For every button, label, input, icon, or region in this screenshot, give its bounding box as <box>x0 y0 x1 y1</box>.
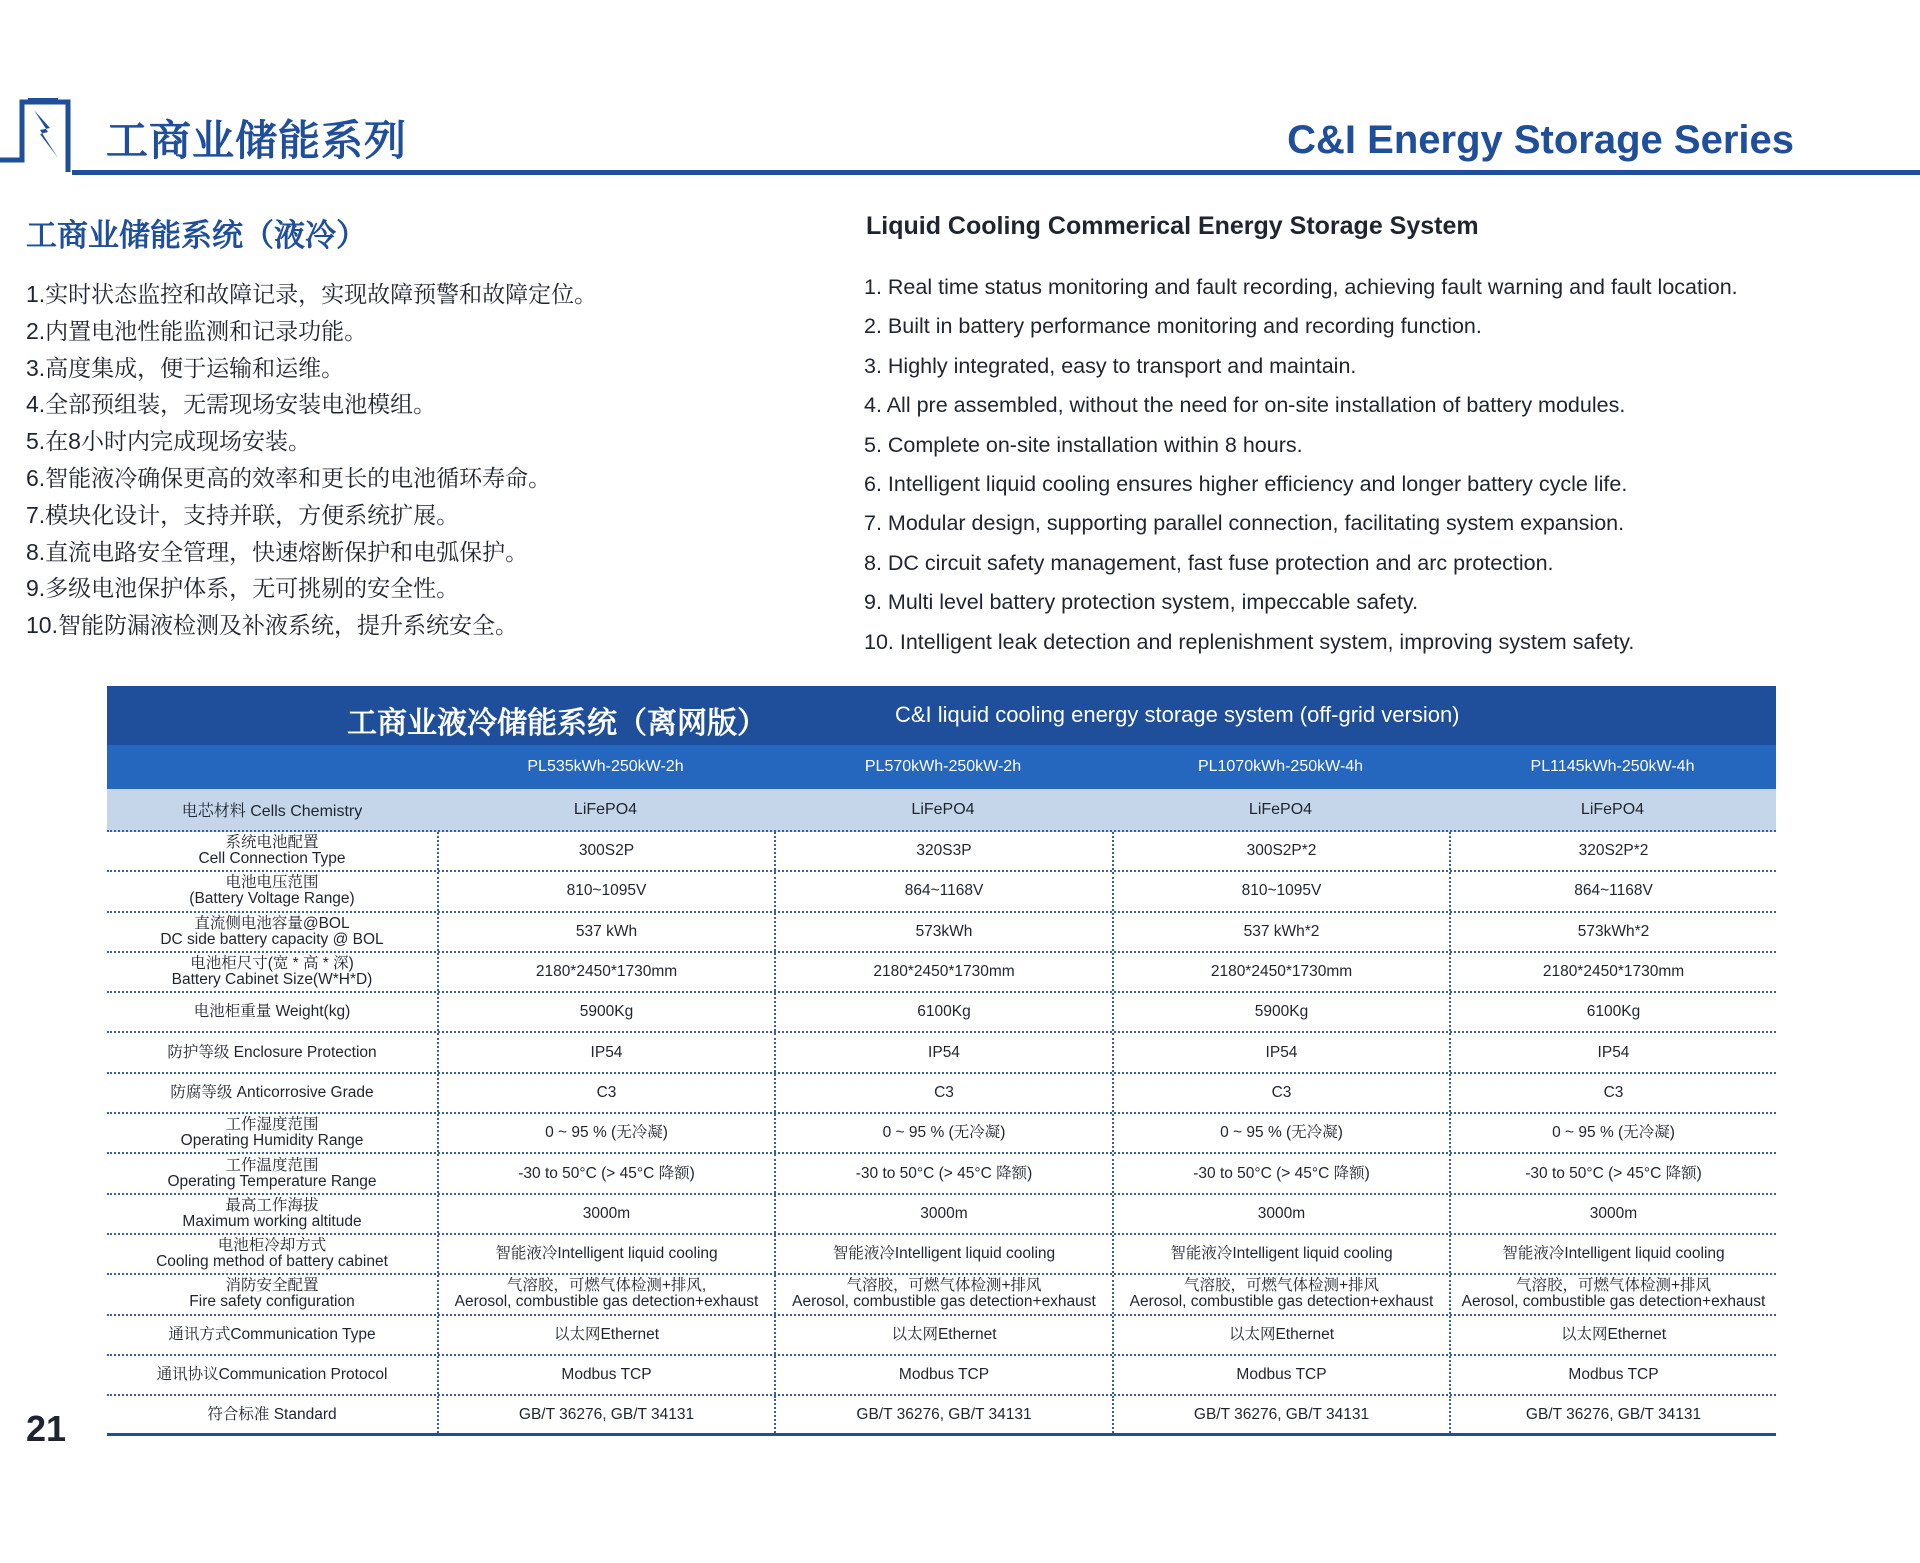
table-cell-text: 320S2P*2 <box>1578 842 1649 860</box>
table-cell <box>437 1235 774 1273</box>
company-logo-icon <box>0 98 78 176</box>
table-cell-text: Modbus TCP <box>1236 1366 1327 1383</box>
table-cell-text: 2180*2450*1730mm <box>873 963 1015 981</box>
table-cell <box>1449 1275 1776 1313</box>
feature-item-cn: 3.高度集成，便于运输和运维。 <box>26 354 345 381</box>
row-label <box>107 1033 437 1071</box>
row-label-line: 系统电池配置 <box>225 834 319 852</box>
table-cell-text: 气溶胶，可燃气体检测+排风, <box>506 1277 707 1295</box>
table-row <box>107 1275 1776 1315</box>
table-cell-text: 0 ~ 95 % (无冷凝) <box>1220 1124 1343 1142</box>
table-cell: LiFePO4 <box>1580 800 1645 818</box>
row-label <box>107 832 437 870</box>
table-cell-text: 320S3P <box>916 842 972 860</box>
table-cell-text: 864~1168V <box>904 882 984 900</box>
feature-item-en: 9. Multi level battery protection system, impeccable safety. <box>864 590 1419 615</box>
table-cell <box>1449 1195 1776 1233</box>
table-cell-text: 3000m <box>1589 1204 1638 1222</box>
header-title-en: C&I Energy Storage Series <box>1287 118 1794 162</box>
table-cell-text: 气溶胶，可燃气体检测+排风 <box>1515 1277 1712 1295</box>
table-cell <box>774 1316 1112 1354</box>
row-label-line: 最高工作海拔 <box>225 1196 319 1214</box>
feature-item-en: 1. Real time status monitoring and fault recording, achieving fault warning and fault location. <box>864 275 1738 299</box>
table-cell-text: 537 kWh*2 <box>1243 922 1320 940</box>
spec-table-title-en: C&I liquid cooling energy storage system (off-grid version) <box>895 702 1460 727</box>
row-label-line: 电池电压范围 <box>225 874 319 892</box>
feature-item-cn: 4.全部预组装，无需现场安装电池模组。 <box>26 391 437 418</box>
table-cell <box>1112 872 1449 910</box>
table-row <box>107 1154 1776 1194</box>
row-label-line: Cooling method of battery cabinet <box>156 1253 388 1271</box>
table-cell-text: 智能液冷Intelligent liquid cooling <box>1502 1245 1725 1263</box>
table-cell <box>1449 1356 1776 1394</box>
table-row <box>107 1074 1776 1114</box>
table-row <box>107 872 1776 912</box>
table-cell-text: IP54 <box>928 1043 960 1061</box>
table-cell-text: GB/T 36276, GB/T 34131 <box>1193 1405 1370 1423</box>
table-row <box>107 1316 1776 1356</box>
table-cell <box>1449 872 1776 910</box>
table-cell <box>437 913 774 951</box>
table-cell <box>1112 1154 1449 1192</box>
table-cell <box>437 953 774 991</box>
table-cell <box>1112 913 1449 951</box>
row-label <box>107 872 437 910</box>
table-cell-text: GB/T 36276, GB/T 34131 <box>518 1405 695 1423</box>
model-header-blank <box>107 745 437 789</box>
table-cell-text: 以太网Ethernet <box>1228 1325 1335 1343</box>
table-cell <box>774 1195 1112 1233</box>
row-label-line: Maximum working altitude <box>182 1212 362 1230</box>
table-cell <box>774 913 1112 951</box>
table-cell-text: 气溶胶，可燃气体检测+排风 <box>1183 1277 1380 1295</box>
feature-item-cn: 8.直流电路安全管理，快速熔断保护和电弧保护。 <box>26 538 529 565</box>
table-cell-text: Modbus TCP <box>1568 1366 1659 1383</box>
table-cell <box>437 993 774 1031</box>
table-cell <box>1112 1114 1449 1152</box>
table-row <box>107 1195 1776 1235</box>
row-label-line: Operating Humidity Range <box>180 1132 364 1150</box>
table-cell-text: 6100Kg <box>917 1003 971 1021</box>
table-row <box>107 1235 1776 1275</box>
table-cell <box>437 832 774 870</box>
table-cell <box>437 1074 774 1112</box>
feature-item-en: 5. Complete on-site installation within 8 hours. <box>864 432 1303 457</box>
table-cell <box>1449 1154 1776 1192</box>
section-title-en: Liquid Cooling Commerical Energy Storage System <box>866 212 1479 240</box>
feature-item-cn: 9.多级电池保护体系，无可挑剔的安全性。 <box>26 575 460 602</box>
table-cell-text: 智能液冷Intelligent liquid cooling <box>1170 1245 1393 1263</box>
table-cell-text: C3 <box>1603 1083 1624 1101</box>
table-cell <box>774 832 1112 870</box>
table-cell-text: 3000m <box>582 1204 631 1222</box>
table-cell <box>1449 953 1776 991</box>
table-cell <box>1449 832 1776 870</box>
table-row <box>107 993 1776 1033</box>
table-cell <box>774 993 1112 1031</box>
table-cell <box>437 1154 774 1192</box>
table-cell <box>437 872 774 910</box>
row-label-line: 符合标准 Standard <box>207 1405 337 1423</box>
table-cell <box>774 1396 1112 1433</box>
row-label-line: 防护等级 Enclosure Protection <box>167 1043 377 1061</box>
table-cell-text: GB/T 36276, GB/T 34131 <box>1525 1405 1702 1423</box>
feature-item-en: 7. Modular design, supporting parallel connection, facilitating system expansion. <box>864 511 1625 536</box>
row-label <box>107 913 437 951</box>
table-cell <box>1112 1275 1449 1313</box>
table-row <box>107 913 1776 953</box>
spec-table-title-cn: 工商业液冷储能系统（离网版） <box>347 707 767 740</box>
table-cell-text: 2180*2450*1730mm <box>1542 963 1685 981</box>
row-label-line: 消防安全配置 <box>225 1277 319 1295</box>
row-label-line: 电池柜冷却方式 <box>217 1237 327 1255</box>
row-label <box>107 1114 437 1152</box>
row-label <box>107 1195 437 1233</box>
table-cell-text: -30 to 50°C (> 45°C 降额) <box>1193 1164 1370 1182</box>
table-cell-text: 864~1168V <box>1574 882 1653 900</box>
table-cell-text: IP54 <box>590 1043 623 1061</box>
table-cell-text: 3000m <box>1257 1204 1306 1222</box>
table-cell <box>437 1356 774 1394</box>
feature-item-en: 4. All pre assembled, without the need for on-site installation of battery modules. <box>864 393 1626 418</box>
table-row <box>107 832 1776 872</box>
table-cell <box>1112 1195 1449 1233</box>
table-cell-text: -30 to 50°C (> 45°C 降额) <box>855 1164 1033 1182</box>
feature-item-en: 3. Highly integrated, easy to transport and maintain. <box>864 353 1357 378</box>
table-cell-text: 537 kWh <box>575 922 638 940</box>
model-header-cell: PL1070kWh-250kW-4h <box>1197 758 1364 775</box>
table-cell-text: 2180*2450*1730mm <box>535 963 678 981</box>
table-cell <box>1112 1033 1449 1071</box>
table-cell <box>437 1033 774 1071</box>
table-cell-text: Aerosol, combustible gas detection+exhaust <box>1461 1293 1766 1311</box>
feature-item-en: 10. Intelligent leak detection and replenishment system, improving system safety. <box>864 629 1635 654</box>
table-cell-text: 气溶胶，可燃气体检测+排风 <box>846 1277 1042 1295</box>
row-label <box>107 1316 437 1354</box>
header-title-cn: 工商业储能系列 <box>106 117 408 164</box>
table-cell <box>437 1195 774 1233</box>
table-cell-text: 以太网Ethernet <box>553 1325 660 1343</box>
table-cell-text: 3000m <box>920 1204 968 1222</box>
row-label-line: 电池柜重量 Weight(kg) <box>193 1003 351 1021</box>
table-cell <box>774 872 1112 910</box>
table-cell <box>774 1235 1112 1273</box>
table-cell-text: 0 ~ 95 % (无冷凝) <box>1552 1124 1675 1142</box>
table-cell <box>774 1356 1112 1394</box>
table-cell <box>1112 1235 1449 1273</box>
table-cell-text: IP54 <box>1597 1043 1630 1061</box>
feature-item-cn: 5.在8小时内完成现场安装。 <box>26 428 311 455</box>
row-label <box>107 1396 437 1433</box>
table-cell-text: -30 to 50°C (> 45°C 降额) <box>518 1164 695 1182</box>
table-cell <box>774 1114 1112 1152</box>
table-cell-text: 以太网Ethernet <box>891 1325 997 1343</box>
feature-item-cn: 2.内置电池性能监测和记录功能。 <box>26 317 368 344</box>
model-header-cell: PL570kWh-250kW-2h <box>864 758 1022 775</box>
table-cell-text: 810~1095V <box>1241 882 1322 900</box>
table-cell <box>437 1275 774 1313</box>
table-row <box>107 953 1776 993</box>
table-cell-text: Aerosol, combustible gas detection+exhaust <box>1129 1293 1434 1311</box>
table-cell-text: Aerosol, combustible gas detection+exhaust <box>792 1293 1096 1311</box>
table-cell <box>1112 953 1449 991</box>
feature-item-cn: 6.智能液冷确保更高的效率和更长的电池循环寿命。 <box>26 464 552 491</box>
table-cell-text: 0 ~ 95 % (无冷凝) <box>882 1124 1006 1142</box>
table-cell <box>1112 1316 1449 1354</box>
feature-item-en: 2. Built in battery performance monitoring and recording function. <box>864 314 1482 339</box>
row-label-line: 工作温度范围 <box>225 1156 319 1174</box>
table-cell-text: C3 <box>934 1083 954 1101</box>
table-cell-text: 300S2P*2 <box>1246 842 1317 860</box>
table-cell-text: IP54 <box>1265 1043 1298 1061</box>
feature-item-en: 6. Intelligent liquid cooling ensures higher efficiency and longer battery cycle life. <box>864 471 1628 496</box>
table-row <box>107 1356 1776 1396</box>
row-label-line: Battery Cabinet Size(W*H*D) <box>171 971 373 989</box>
table-cell <box>1112 1396 1449 1433</box>
table-cell-text: Modbus TCP <box>561 1366 652 1383</box>
table-cell <box>774 1074 1112 1112</box>
table-cell <box>774 1154 1112 1192</box>
row-label <box>107 993 437 1031</box>
table-cell-text: 573kWh <box>915 922 973 940</box>
table-row <box>107 1114 1776 1154</box>
table-cell-text: 智能液冷Intelligent liquid cooling <box>495 1245 718 1263</box>
table-cell-text: 5900Kg <box>1254 1003 1309 1021</box>
chemistry-row <box>107 789 1776 832</box>
table-cell: LiFePO4 <box>911 800 975 818</box>
row-label-line: (Battery Voltage Range) <box>189 890 355 908</box>
table-cell-text: C3 <box>596 1083 617 1101</box>
table-cell <box>774 1275 1112 1313</box>
spec-rows <box>107 832 1776 1436</box>
model-header-cell: PL535kWh-250kW-2h <box>527 758 684 775</box>
row-label-line: 电池柜尺寸(宽 * 高 * 深) <box>190 955 354 973</box>
row-label: 电芯材料 Cells Chemistry <box>181 803 363 820</box>
table-cell: LiFePO4 <box>573 800 638 818</box>
table-cell <box>1449 1316 1776 1354</box>
feature-item-cn: 7.模块化设计，支持并联，方便系统扩展。 <box>26 501 460 528</box>
row-label-line: Operating Temperature Range <box>167 1172 377 1190</box>
table-cell <box>1449 1114 1776 1152</box>
header-divider <box>72 170 1920 175</box>
table-cell <box>1449 993 1776 1031</box>
table-cell-text: 智能液冷Intelligent liquid cooling <box>832 1245 1056 1263</box>
row-label-line: DC side battery capacity @ BOL <box>160 930 384 948</box>
row-label-line: Fire safety configuration <box>189 1293 355 1311</box>
table-row <box>107 1033 1776 1073</box>
table-cell-text: 6100Kg <box>1586 1003 1641 1021</box>
table-cell <box>437 1316 774 1354</box>
row-label-line: Cell Connection Type <box>198 850 346 868</box>
feature-item-cn: 10.智能防漏液检测及补液系统，提升系统安全。 <box>26 612 518 639</box>
row-label <box>107 1154 437 1192</box>
spec-table <box>107 686 1776 1436</box>
table-row <box>107 1396 1776 1436</box>
table-cell <box>1449 1033 1776 1071</box>
table-cell-text: 2180*2450*1730mm <box>1210 963 1353 981</box>
table-cell-text: -30 to 50°C (> 45°C 降额) <box>1525 1164 1702 1182</box>
table-cell <box>1112 1356 1449 1394</box>
row-label-line: 防腐等级 Anticorrosive Grade <box>170 1083 374 1101</box>
table-cell-text: 以太网Ethernet <box>1560 1325 1667 1343</box>
table-cell <box>1449 913 1776 951</box>
table-cell <box>1112 993 1449 1031</box>
table-cell <box>1112 1074 1449 1112</box>
table-cell-text: C3 <box>1271 1083 1292 1101</box>
row-label-line: 直流侧电池容量@BOL <box>194 914 350 932</box>
row-label-line: 工作湿度范围 <box>225 1116 319 1134</box>
feature-list-cn <box>26 276 597 644</box>
table-cell <box>774 1033 1112 1071</box>
row-label <box>107 953 437 991</box>
table-cell-text: 5900Kg <box>579 1003 634 1021</box>
section-title-cn: 工商业储能系统（液冷） <box>26 218 367 253</box>
table-cell <box>1449 1235 1776 1273</box>
row-label <box>107 1356 437 1394</box>
model-header-cell: PL1145kWh-250kW-4h <box>1530 758 1695 775</box>
table-cell-text: Aerosol, combustible gas detection+exhaust <box>454 1293 759 1311</box>
row-label <box>107 1074 437 1112</box>
table-cell <box>1449 1396 1776 1433</box>
table-cell <box>1112 832 1449 870</box>
table-cell-text: GB/T 36276, GB/T 34131 <box>856 1405 1032 1423</box>
page-number: 21 <box>26 1408 67 1449</box>
table-cell-text: Modbus TCP <box>898 1366 990 1383</box>
table-cell-text: 573kWh*2 <box>1577 922 1650 940</box>
table-cell <box>774 953 1112 991</box>
table-cell-text: 810~1095V <box>566 882 647 900</box>
row-label <box>107 1235 437 1273</box>
table-cell <box>437 1396 774 1433</box>
row-label-line: 通讯协议Communication Protocol <box>156 1366 388 1383</box>
table-cell-text: 0 ~ 95 % (无冷凝) <box>545 1124 668 1142</box>
row-label <box>107 1275 437 1313</box>
table-cell <box>1449 1074 1776 1112</box>
table-cell <box>437 1114 774 1152</box>
feature-item-en: 8. DC circuit safety management, fast fuse protection and arc protection. <box>864 550 1554 575</box>
feature-item-cn: 1.实时状态监控和故障记录，实现故障预警和故障定位。 <box>26 281 598 307</box>
row-label-line: 通讯方式Communication Type <box>168 1325 376 1343</box>
spec-table-title-bar <box>107 686 1776 745</box>
model-header-row <box>107 745 1776 789</box>
feature-list-en <box>864 268 1738 662</box>
table-cell-text: 300S2P <box>578 842 635 860</box>
table-cell: LiFePO4 <box>1248 800 1313 818</box>
